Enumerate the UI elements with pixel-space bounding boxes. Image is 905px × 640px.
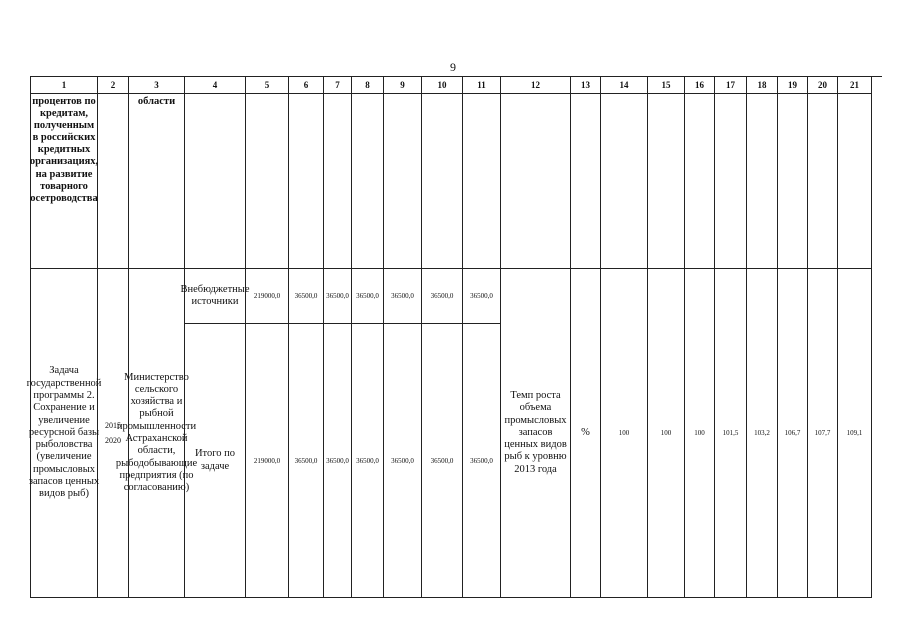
- column-header: 10: [422, 77, 463, 94]
- amount-year: 36500,0: [463, 269, 501, 324]
- column-header: 15: [648, 77, 685, 94]
- empty-cell: [747, 94, 778, 269]
- indicator-value: 101,5: [715, 269, 747, 598]
- column-header: 4: [185, 77, 246, 94]
- indicator-value: 109,1: [838, 269, 872, 598]
- empty-cell: [463, 94, 501, 269]
- column-header: 3: [129, 77, 185, 94]
- total-label: Итого по задаче: [185, 324, 246, 598]
- empty-cell: [352, 94, 384, 269]
- page-number: 9: [450, 60, 456, 74]
- task-name: Задача государственной программы 2. Сохранение и увеличение ресурсной базы рыболовства (увеличение промысловых запасов ценных видов рыб): [31, 269, 98, 598]
- amount-year: 36500,0: [384, 269, 422, 324]
- column-header: 19: [778, 77, 808, 94]
- empty-cell: [422, 94, 463, 269]
- column-header: 7: [324, 77, 352, 94]
- empty-cell: [648, 94, 685, 269]
- prev-executor: области: [129, 94, 185, 269]
- column-header: 16: [685, 77, 715, 94]
- column-header: 20: [808, 77, 838, 94]
- column-header: 13: [571, 77, 601, 94]
- amount-year: 36500,0: [289, 324, 324, 598]
- column-header: 21: [838, 77, 872, 94]
- column-header: 1: [31, 77, 98, 94]
- amount-total: 219000,0: [246, 269, 289, 324]
- indicator-unit: %: [571, 269, 601, 598]
- year-start: 2015: [105, 421, 121, 430]
- year-end: 2020: [105, 436, 121, 445]
- empty-cell: [715, 94, 747, 269]
- executor: Министерство сельского хозяйства и рыбной промышленности Астраханской области, рыбодобывающие предприятия (по согласованию): [129, 269, 185, 598]
- amount-year: 36500,0: [324, 269, 352, 324]
- amount-year: 36500,0: [422, 269, 463, 324]
- funding-source: Внебюджетные источники: [185, 269, 246, 324]
- column-header: 11: [463, 77, 501, 94]
- column-header: 8: [352, 77, 384, 94]
- empty-cell: [808, 94, 838, 269]
- empty-cell: [838, 94, 872, 269]
- column-header: 6: [289, 77, 324, 94]
- empty-cell: [384, 94, 422, 269]
- column-header: 9: [384, 77, 422, 94]
- empty-cell: [778, 94, 808, 269]
- indicator-value: 100: [648, 269, 685, 598]
- amount-year: 36500,0: [324, 324, 352, 598]
- indicator-value: 106,7: [778, 269, 808, 598]
- column-header: 14: [601, 77, 648, 94]
- empty-cell: [571, 94, 601, 269]
- column-header: 17: [715, 77, 747, 94]
- column-header: 2: [98, 77, 129, 94]
- empty-cell: [601, 94, 648, 269]
- amount-year: 36500,0: [352, 324, 384, 598]
- indicator-value: 100: [601, 269, 648, 598]
- amount-year: 36500,0: [422, 324, 463, 598]
- column-header: 5: [246, 77, 289, 94]
- column-header: 18: [747, 77, 778, 94]
- budget-table: [26, 76, 882, 598]
- empty-cell: [685, 94, 715, 269]
- indicator-name: Темп роста объема промысловых запасов ценных видов рыб к уровню 2013 года: [501, 269, 571, 598]
- amount-year: 36500,0: [463, 324, 501, 598]
- indicator-value: 100: [685, 269, 715, 598]
- amount-total: 219000,0: [246, 324, 289, 598]
- column-header: 12: [501, 77, 571, 94]
- indicator-value: 103,2: [747, 269, 778, 598]
- empty-cell: [501, 94, 571, 269]
- empty-cell: [324, 94, 352, 269]
- empty-cell: [289, 94, 324, 269]
- empty-cell: [185, 94, 246, 269]
- amount-year: 36500,0: [384, 324, 422, 598]
- prev-task-name: процентов по кредитам, полученным в российских кредитных организациях, на развитие товарного осетроводства: [31, 94, 98, 269]
- amount-year: 36500,0: [352, 269, 384, 324]
- indicator-value: 107,7: [808, 269, 838, 598]
- amount-year: 36500,0: [289, 269, 324, 324]
- empty-cell: [246, 94, 289, 269]
- empty-cell: [98, 94, 129, 269]
